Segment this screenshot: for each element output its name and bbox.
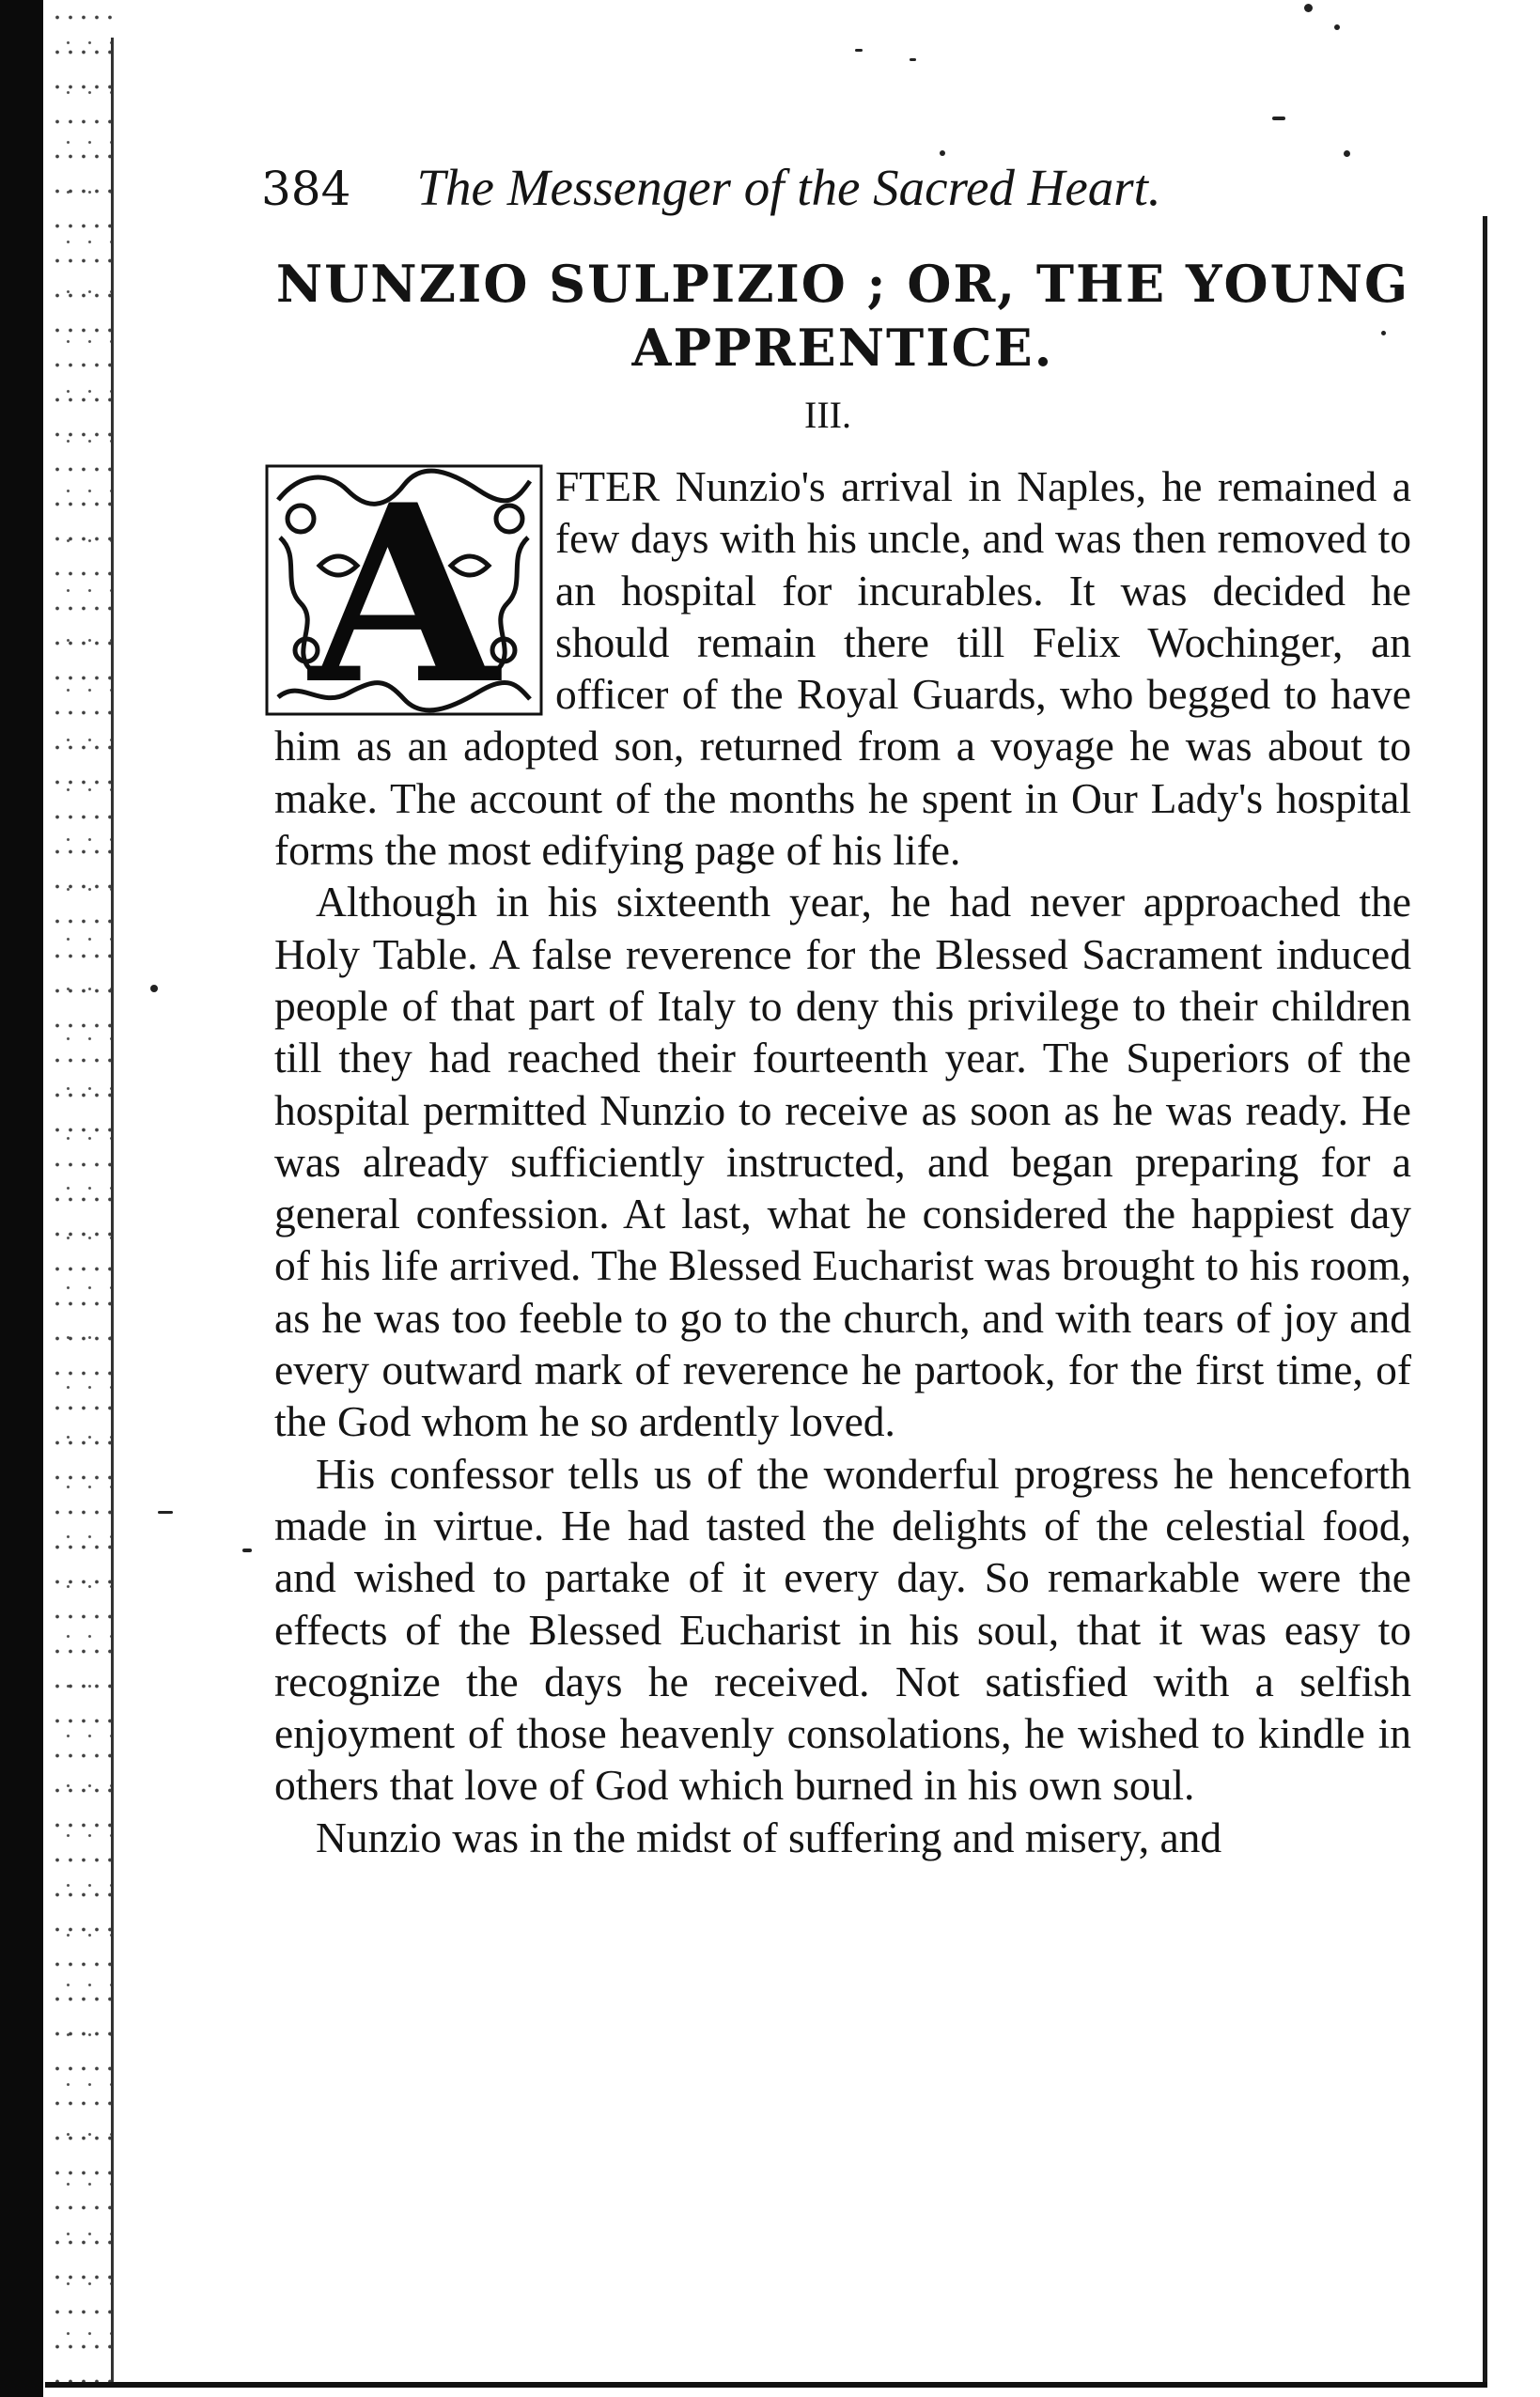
scan-speck — [150, 985, 158, 992]
drop-cap-space — [274, 460, 552, 714]
paragraph-1: FTER Nunzio's arrival in Naples, he remained a few days with his uncle, and was then removed to an hospital for incurables. It was decided he should remain there till Felix Wochinger, an officer of the Royal Guards, who begged to have him as an adopted son, returned from a voyage he was about to make. The account of the months he spent in Our Lady's hospital forms the most edifying page of his life. — [274, 462, 1411, 875]
scan-speck — [242, 1549, 252, 1552]
page-edge-bottom — [45, 2382, 1487, 2388]
scan-speck — [158, 1511, 173, 1514]
article-title: NUNZIO SULPIZIO ; OR, THE YOUNG APPRENTICE. — [275, 254, 1410, 378]
section-number: III. — [804, 394, 851, 436]
running-title: The Messenger of the Sacred Heart. — [416, 159, 1161, 216]
scan-speck — [940, 150, 945, 156]
running-header — [261, 158, 1161, 217]
article-body — [274, 460, 1411, 1863]
scan-margin-specks — [51, 0, 117, 2397]
paragraph-4: Nunzio was in the midst of suffering and misery, and — [316, 1813, 1222, 1861]
page-edge-right — [1483, 216, 1487, 2387]
scan-margin-line — [111, 38, 114, 2387]
scan-speck — [1304, 4, 1313, 12]
paragraph-3: His confessor tells us of the wonderful progress he henceforth made in virtue. He had tasted the delights of the celestial food, and wished to partake of it every day. So remarkable were the effects of the Blessed Eucharist in his soul, that it was easy to recognize the days he received. Not satisfied with a selfish enjoyment of those heavenly consolations, he wished to kindle in others that love of God which burned in his own soul. — [274, 1449, 1411, 1810]
scan-speck — [910, 58, 916, 61]
paragraph-2: Although in his sixteenth year, he had never approached the Holy Table. A false reverence for the Blessed Sacrament induced people of that part of Italy to deny this privilege to their children till they had reached their fourteenth year. The Superiors of the hospital permitted Nunzio to receive as soon as he was ready. He was already sufficiently instructed, and began preparing for a general confession. At last, what he considered the happiest day of his life arrived. The Blessed Eucharist was brought to his room, as he was too feeble to go to the church, and with tears of joy and every outward mark of reverence he partook, for the first time, of the God whom he so ardently loved. — [274, 878, 1411, 1446]
page-number: 384 — [261, 162, 351, 216]
scan-speck — [1334, 24, 1340, 30]
scan-spine-shadow — [0, 0, 43, 2397]
scan-speck — [1344, 150, 1350, 157]
drop-cap-letter: A — [309, 462, 499, 718]
scan-speck — [1272, 117, 1285, 120]
scan-speck — [855, 49, 863, 52]
